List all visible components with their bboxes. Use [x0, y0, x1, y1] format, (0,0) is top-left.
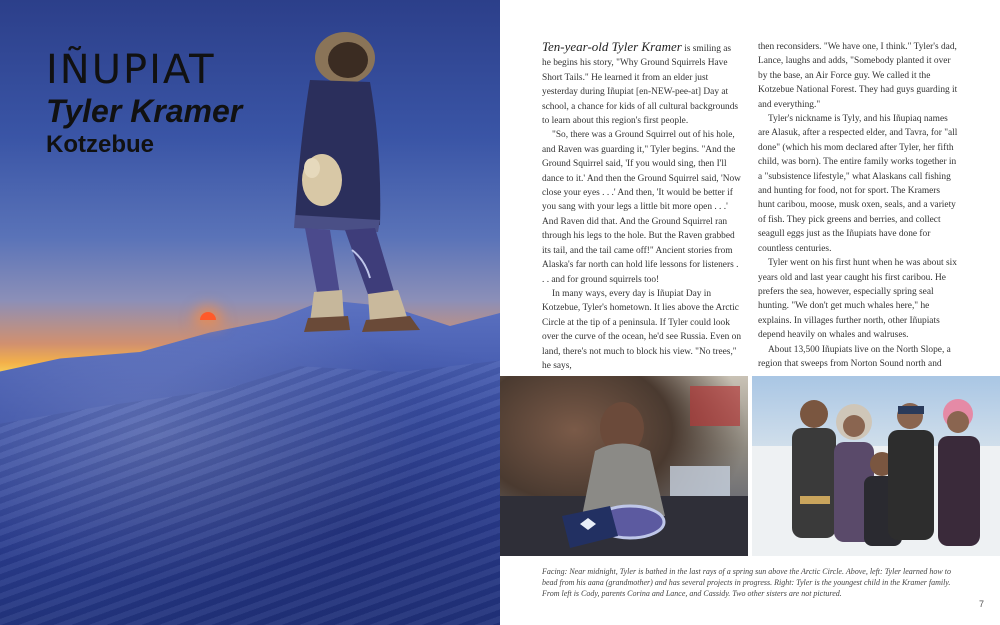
child-in-parka-illustration — [270, 20, 450, 350]
article-column-2 — [758, 40, 958, 371]
paragraph: "So, there was a Ground Squirrel out of his hole, and Raven was guarding it," Tyler begins. "And the Ground Squirrel said, 'If you would sing, then I'll dance to it.' And then the Ground Squirrel said, 'Now close your eyes . . .' And then, 'It would be better if you sang with your legs a little bit more open . . .' And Raven did that. And the Ground Squirrel ran through his legs to the hole. But the Raven grabbed its tail, and the tail came off!" Ancient stories from Alaska's far north can hold life lessons for listeners . . . and for ground squirrels too! — [542, 130, 741, 285]
photo-caption: Facing: Near midnight, Tyler is bathed in the last rays of a spring sun above the Arctic Circle. Above, left: Tyler learned how to bead from his aana (grandmother) and has several projects in progress. Right: Tyler is the youngest child in the Kramer family. From left is Cody, parents Corina and Lance, and Cassidy. Two other sisters are not pictured. — [542, 567, 951, 598]
article-page — [500, 0, 1000, 625]
paragraph-text: is smiling as he begins his story, "Why Ground Squirrels Have Short Tails." He learned it from an elder just yesterday during Iñupiat [en-NEW-pee-at] Day at school, a chance for kids of all cultural backgrounds to learn about this region's first people. — [542, 44, 739, 127]
beading-photo — [500, 376, 748, 556]
setting-sun — [200, 312, 216, 320]
lead-in: Ten-year-old Tyler Kramer — [542, 39, 682, 54]
paragraph: Tyler's nickname is Tyly, and his Iñupiaq names are Alasuk, after a respected elder, and Tavra, for "all done" (which his mom declared after Tyler, her fifth child, was born). The entire family works together in a "subsistence lifestyle," what Alaskans call fishing and hunting for food, not for sport. The Kramers hunt caribou, moose, musk oxen, seals, and a variety of fish. They pick greens and berries, and collect seagull eggs just as the Iñupiats have done for countless centuries. — [758, 114, 958, 254]
profile-name: Tyler Kramer — [46, 93, 243, 129]
page-number: 7 — [978, 599, 984, 609]
paragraph: Tyler went on his first hunt when he was about six years old and last year caught his first caribou. He prefers the sea, however, especially spring seal hunting. "We don't get much whales here," he explains. In villages further north, other Iñupiats depend heavily on whales and walruses. — [758, 258, 957, 341]
paragraph: then reconsiders. "We have one, I think." Tyler's dad, Lance, laughs and adds, "Somebody planted it over by the base, an Air Force guy. We called it the Kotzebue National Forest. They had guys guarding it and everything." — [758, 42, 958, 110]
paragraph: About 13,500 Iñupiats live on the North Slope, a region that sweeps from Norton Sound north and — [758, 344, 951, 369]
family-photo — [752, 376, 1000, 556]
location-name: Kotzebue — [46, 131, 154, 159]
family-group-illustration — [752, 376, 1000, 556]
paragraph — [542, 40, 742, 128]
paragraph: In many ways, every day is Iñupiat Day in Kotzebue, Tyler's hometown. It lies above the Arctic Circle at the tip of a peninsula. If Tyler could look over the curve of the ocean, he'd see Russia. Even on land, there's not much to block his view. "No trees," he says, — [542, 288, 742, 371]
title-block — [46, 47, 243, 159]
article-column-1 — [542, 40, 742, 373]
beading-scene-illustration — [500, 376, 748, 556]
main-title: IÑUPIAT — [46, 47, 216, 93]
